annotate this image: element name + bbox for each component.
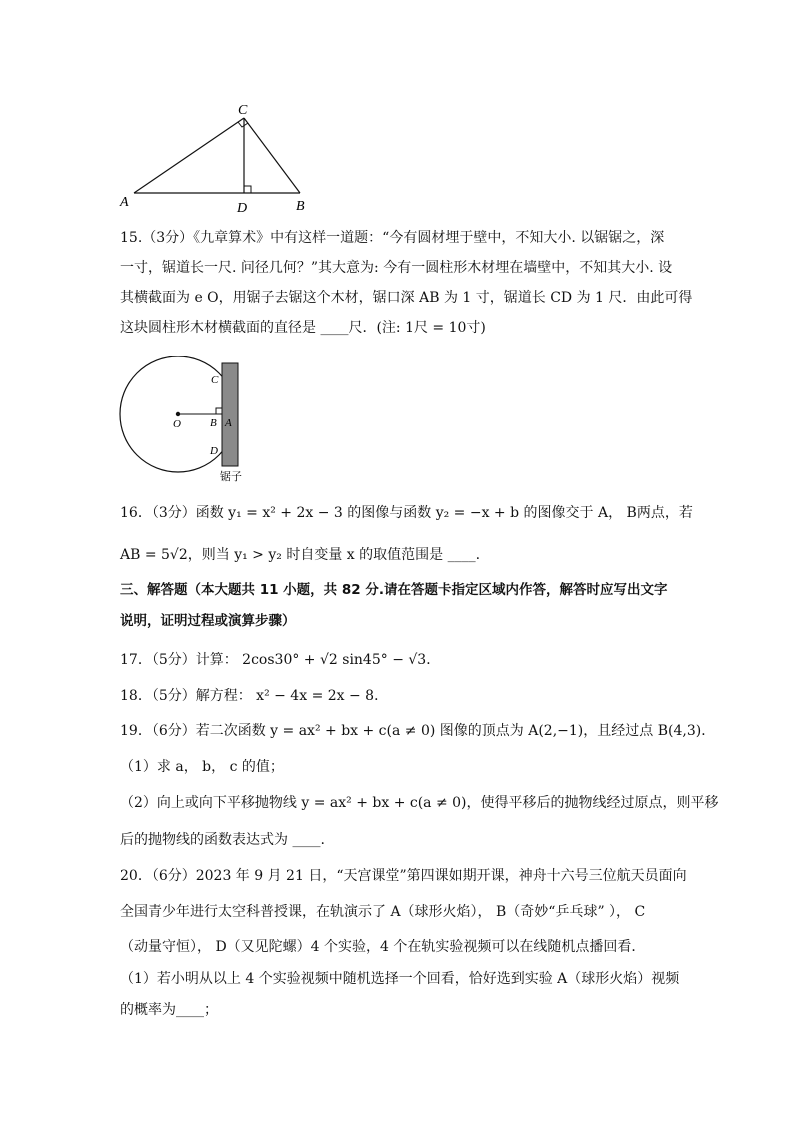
q16-line1: 16．（3分）函数 y₁ = x² + 2x − 3 的图像与函数 y₂ = −x + b 的图像交于 A， B两点，若 xyxy=(120,505,693,521)
q15-line1: 15.（3分）《九章算术》中有这样一道题：“今有圆材埋于壁中，不知大小. 以锯锯之，深 xyxy=(120,230,665,246)
side-cb xyxy=(244,118,300,193)
label-c-circle: C xyxy=(211,374,219,386)
q19-part2b: 后的抛物线的函数表达式为 ____. xyxy=(120,832,325,848)
label-c: C xyxy=(238,103,248,118)
q17: 17．（5分）计算： 2cos30° + √2 sin45° − √3． xyxy=(120,652,441,668)
q19-line1: 19．（6分）若二次函数 y = ax² + bx + c(a ≠ 0) 图像的顶点为 A(2,−1)，且经过点 B(4,3)． xyxy=(120,723,716,739)
q20-line1: 20．（6分）2023 年 9 月 21 日，“天宫课堂”第四课如期开课，神舟十六号三位航天员面向 xyxy=(120,868,687,884)
label-b-circle: B xyxy=(210,417,217,429)
triangle-figure xyxy=(110,96,330,216)
q20-part1: （1）若小明从以上 4 个实验视频中随机选择一个回看，恰好选到实验 A（球形火焰）视频 xyxy=(120,971,680,987)
label-o: O xyxy=(173,418,181,430)
side-ac xyxy=(134,118,244,193)
q19-part1: （1）求 a， b， c 的值； xyxy=(120,759,284,775)
section3-heading: 三、解答题（本大题共 11 小题，共 82 分.请在答题卡指定区域内作答，解答时应写出文字 xyxy=(120,582,668,598)
saw xyxy=(222,363,238,466)
right-angle-d xyxy=(244,186,251,193)
center-point xyxy=(176,412,180,416)
section3-heading-cont: 说明，证明过程或演算步骤） xyxy=(120,613,296,629)
label-d: D xyxy=(237,201,248,216)
q15-line4: 这块圆柱形木材横截面的直径是 ____尺．(注: 1尺 = 10寸) xyxy=(120,320,486,336)
right-angle-b xyxy=(216,408,222,414)
q19-part2: （2）向上或向下平移抛物线 y = ax² + bx + c(a ≠ 0)，使得平移后的抛物线经过原点，则平移 xyxy=(120,795,719,811)
circle-saw-figure xyxy=(112,356,252,486)
q20-part1b: 的概率为____； xyxy=(120,1002,218,1018)
q20-line2: 全国青少年进行太空科普授课，在轨演示了 A（球形火焰）， B（奇妙“乒乓球” ）， C xyxy=(120,904,646,920)
q15-line3: 其横截面为 e O，用锯子去锯这个木材，锯口深 AB 为 1 寸，锯道长 CD 为 1 尺．由此可得 xyxy=(120,290,693,306)
label-a: A xyxy=(120,195,129,210)
q20-line3: （动量守恒）， D（又见陀螺）4 个实验，4 个在轨实验视频可以在线随机点播回看． xyxy=(120,939,646,955)
right-angle-c xyxy=(238,122,248,127)
q15-line2: 一寸，锯道长一尺. 问径几何？”其大意为: 今有一圆柱形木材埋在墙壁中，不知其大小. 设 xyxy=(120,260,673,276)
label-d-circle: D xyxy=(210,445,218,457)
q18: 18．（5分）解方程： x² − 4x = 2x − 8． xyxy=(120,688,389,704)
label-b: B xyxy=(296,199,305,214)
saw-label: 锯子 xyxy=(220,471,242,483)
q16-line2: AB = 5√2，则当 y₁ > y₂ 时自变量 x 的取值范围是 ____. xyxy=(120,547,481,563)
label-a-circle: A xyxy=(225,417,232,429)
